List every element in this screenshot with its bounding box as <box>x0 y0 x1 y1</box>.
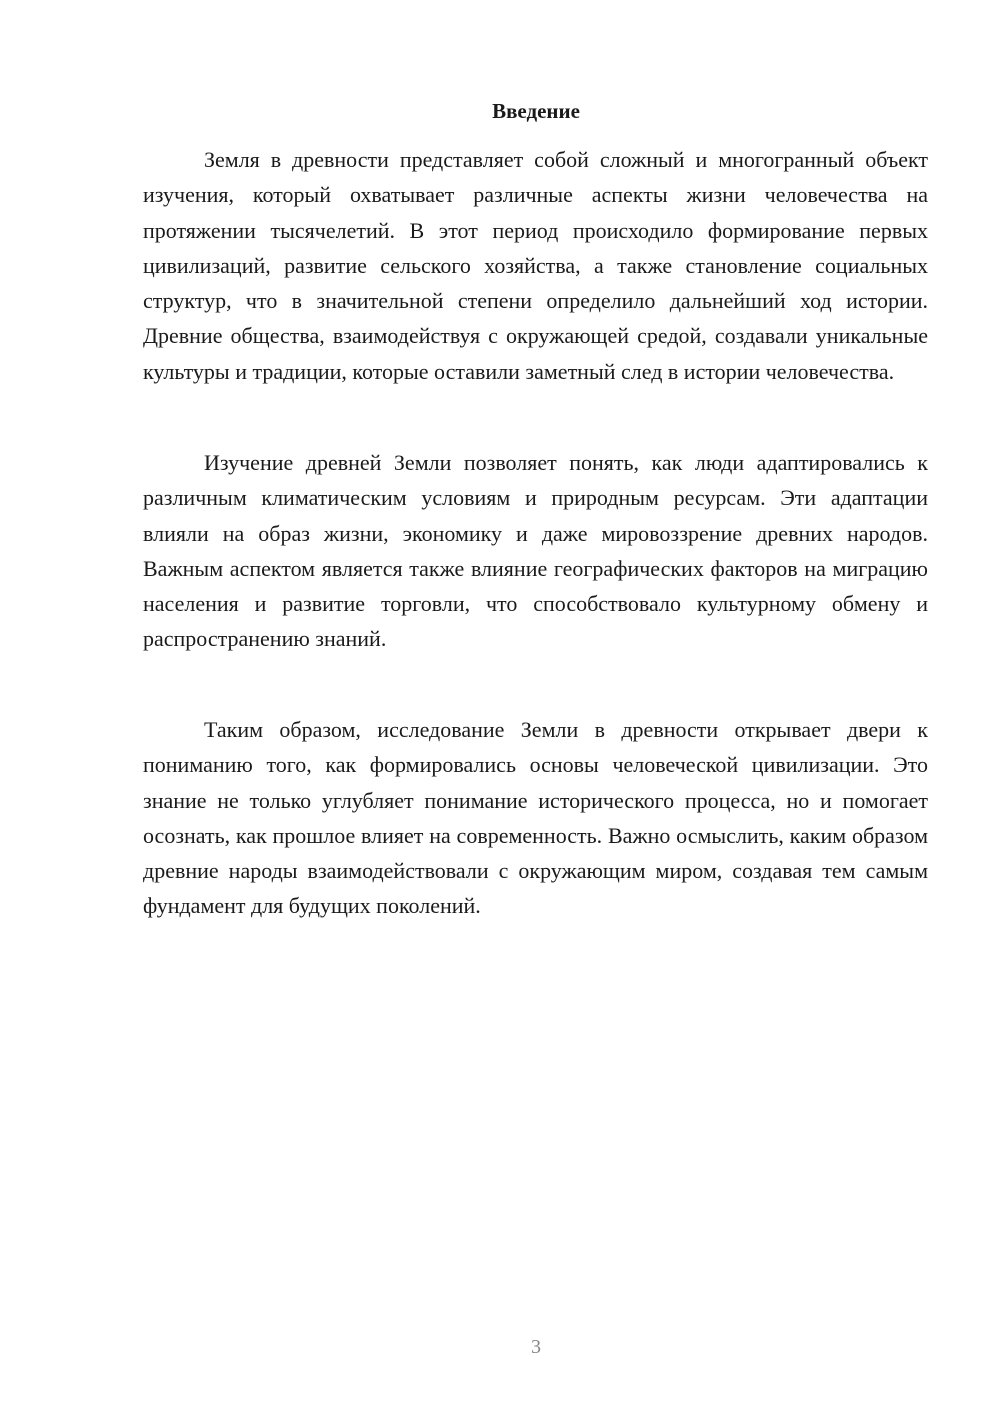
paragraph-1: Земля в древности представляет собой сложный и многогранный объект изучения, который охватывает различные аспекты жизни человечества на протяжении тысячелетий. В этот период происходило формирование первых цивилизаций, развитие сельского хозяйства, а также становление социальных структур, что в значительной степени определило дальнейший ход истории. Древние общества, взаимодействуя с окружающей средой, создавали уникальные культуры и традиции, которые оставили заметный след в истории человечества. <box>143 147 928 384</box>
paragraph-3: Таким образом, исследование Земли в древности открывает двери к пониманию того, как формировались основы человеческой цивилизации. Это знание не только углубляет понимание исторического процесса, но и помогает осознать, как прошлое влияет на современность. Важно осмыслить, каким образом древние народы взаимодействовали с окружающим миром, создавая тем самым фундамент для будущих поколений. <box>143 717 928 919</box>
page-number: 3 <box>531 1336 541 1358</box>
section-heading: Введение <box>492 99 580 123</box>
paragraph-2: Изучение древней Земли позволяет понять, как люди адаптировались к различным климатическим условиям и природным ресурсам. Эти адаптации влияли на образ жизни, экономику и даже мировоззрение древних народов. Важным аспектом является также влияние географических факторов на миграцию населения и развитие торговли, что способствовало культурному обмену и распространению знаний. <box>143 450 928 652</box>
